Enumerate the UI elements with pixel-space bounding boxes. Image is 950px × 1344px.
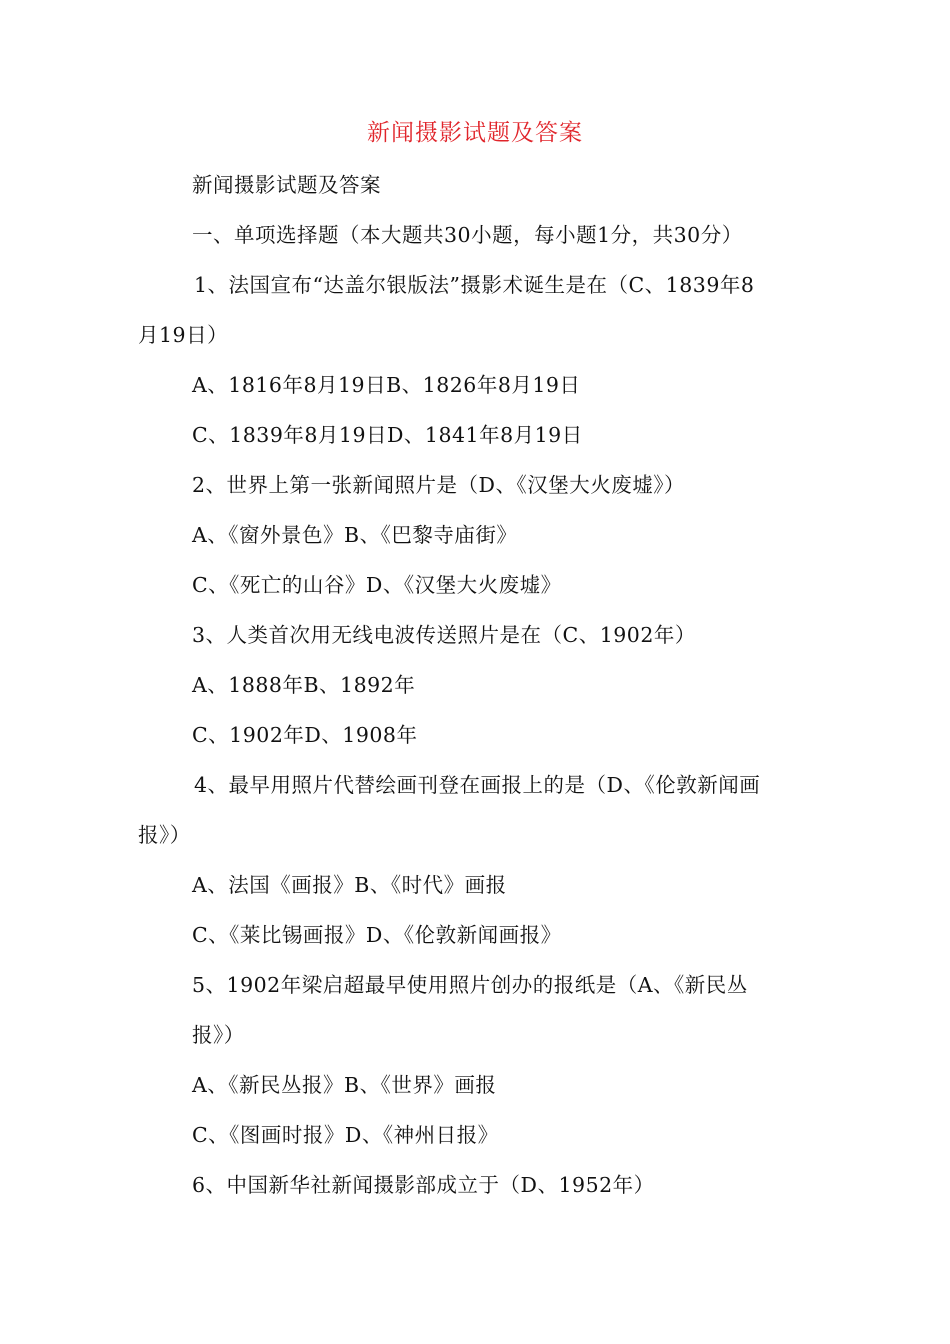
- question-line: 6、中国新华社新闻摄影部成立于（D、1952年）: [192, 1173, 655, 1197]
- question-line: 3、人类首次用无线电波传送照片是在（C、1902年）: [192, 623, 696, 647]
- body-line: 新闻摄影试题及答案: [192, 173, 381, 197]
- option-line: C、1902年D、1908年: [192, 723, 418, 747]
- document-title: 新闻摄影试题及答案: [367, 120, 583, 146]
- option-line: A、《新民丛报》B、《世界》画报: [192, 1073, 497, 1097]
- question-line-continued: 月19日）: [138, 323, 229, 347]
- section-heading: 一、单项选择题（本大题共30小题，每小题1分，共30分）: [192, 223, 743, 247]
- question-line: 2、世界上第一张新闻照片是（D、《汉堡大火废墟》）: [192, 473, 685, 497]
- option-line: C、《图画时报》D、《神州日报》: [192, 1123, 499, 1147]
- question-line-continued: 报》）: [192, 1023, 245, 1047]
- question-line: 1、法国宣布“达盖尔银版法”摄影术诞生是在（C、1839年8: [194, 273, 755, 297]
- option-line: C、《死亡的山谷》D、《汉堡大火废墟》: [192, 573, 562, 597]
- option-line: C、《莱比锡画报》D、《伦敦新闻画报》: [192, 923, 562, 947]
- question-line: 5、1902年梁启超最早使用照片创办的报纸是（A、《新民丛: [192, 973, 748, 997]
- document-body: [138, 160, 808, 1210]
- question-line-continued: 报》）: [138, 823, 191, 847]
- option-line: A、1888年B、1892年: [192, 673, 416, 697]
- option-line: A、法国《画报》B、《时代》画报: [192, 873, 507, 897]
- option-line: C、1839年8月19日D、1841年8月19日: [192, 423, 583, 447]
- question-line: 4、最早用照片代替绘画刊登在画报上的是（D、《伦敦新闻画: [194, 773, 761, 797]
- option-line: A、《窗外景色》B、《巴黎寺庙街》: [192, 523, 518, 547]
- option-line: A、1816年8月19日B、1826年8月19日: [192, 373, 581, 397]
